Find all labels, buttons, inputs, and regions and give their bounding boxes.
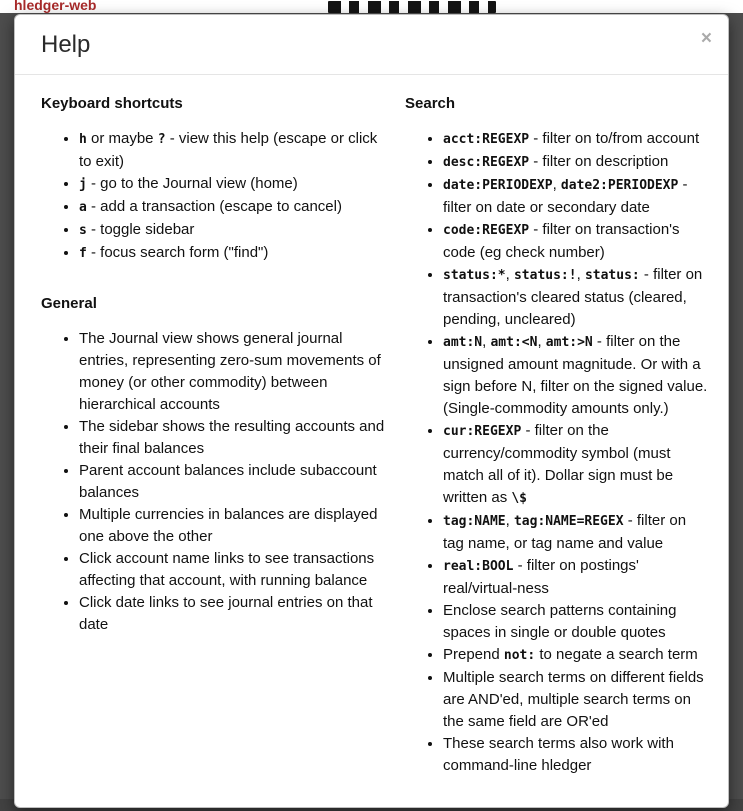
code-term: not: xyxy=(503,647,536,663)
list-item: • tag:NAME, tag:NAME=REGEX - filter on tag name, or tag name and value xyxy=(443,510,708,555)
list-item: • s - toggle sidebar xyxy=(79,219,393,242)
code-term: \$ xyxy=(511,490,528,506)
list-item: • real:BOOL - filter on postings' real/virtual-ness xyxy=(443,555,708,600)
code-term: date:PERIODEXP xyxy=(443,177,553,193)
code-term: f xyxy=(79,245,87,261)
code-term: real:BOOL xyxy=(443,558,514,574)
keyboard-shortcuts-list xyxy=(41,128,393,265)
code-term: amt:<N xyxy=(490,334,538,350)
list-item: • acct:REGEXP - filter on to/from account xyxy=(443,128,708,151)
close-button[interactable] xyxy=(701,29,712,48)
code-term: h xyxy=(79,131,87,147)
code-term: ? xyxy=(157,131,166,147)
close-icon: × xyxy=(700,28,712,49)
list-item: • a - add a transaction (escape to cancel) xyxy=(79,196,393,219)
code-term: status:* xyxy=(443,267,506,283)
code-term: status: xyxy=(584,267,640,283)
left-column xyxy=(41,95,393,789)
brand-link[interactable]: hledger-web xyxy=(14,0,97,13)
code-term: status:! xyxy=(513,267,577,283)
modal-header xyxy=(15,15,728,75)
general-heading: General xyxy=(41,294,97,312)
list-item: • amt:N, amt:<N, amt:>N - filter on the unsigned amount magnitude. Or with a sign before N, filter on the signed value. (Single-commodity amounts only.) xyxy=(443,331,708,420)
list-item: • desc:REGEXP - filter on description xyxy=(443,151,708,174)
code-term: a xyxy=(79,199,87,215)
code-term: date2:PERIODEXP xyxy=(560,177,679,193)
list-item: • Click date links to see journal entries on that date xyxy=(79,592,393,636)
list-item: • Prepend not: to negate a search term xyxy=(443,644,708,667)
list-item: • The Journal view shows general journal entries, representing zero-sum movements of money (or other commodity) between hierarchical accounts xyxy=(79,328,393,416)
code-term: cur:REGEXP xyxy=(443,423,522,439)
help-modal xyxy=(14,14,729,808)
list-item: • Click account name links to see transactions affecting that account, with running balance xyxy=(79,548,393,592)
code-term: amt:N xyxy=(443,334,483,350)
list-item: • The sidebar shows the resulting accounts and their final balances xyxy=(79,416,393,460)
code-term: tag:NAME=REGEX xyxy=(513,513,624,529)
code-term: code:REGEXP xyxy=(443,222,530,238)
search-heading: Search xyxy=(405,94,456,112)
keyboard-shortcuts-heading: Keyboard shortcuts xyxy=(41,94,183,112)
list-item: • cur:REGEXP - filter on the currency/commodity symbol (must match all of it). Dollar sign must be written as \$ xyxy=(443,420,708,510)
list-item: • j - go to the Journal view (home) xyxy=(79,173,393,196)
list-item: • Enclose search patterns containing spaces in single or double quotes xyxy=(443,600,708,644)
page-background-strip xyxy=(0,0,743,14)
list-item: • status:*, status:!, status: - filter on transaction's cleared status (cleared, pending, uncleared) xyxy=(443,264,708,331)
code-term: j xyxy=(79,176,87,192)
code-term: desc:REGEXP xyxy=(443,154,530,170)
modal-title: Help xyxy=(41,31,91,58)
list-item: • f - focus search form ("find") xyxy=(79,242,393,265)
list-item: • code:REGEXP - filter on transaction's code (eg check number) xyxy=(443,219,708,264)
list-item: • Parent account balances include subaccount balances xyxy=(79,460,393,504)
code-term: tag:NAME xyxy=(443,513,506,529)
list-item: • Multiple currencies in balances are displayed one above the other xyxy=(79,504,393,548)
list-item: • date:PERIODEXP, date2:PERIODEXP - filter on date or secondary date xyxy=(443,174,708,219)
general-list xyxy=(41,328,393,636)
page-title-fragment xyxy=(328,1,496,13)
code-term: s xyxy=(79,222,87,238)
list-item: • Multiple search terms on different fields are AND'ed, multiple search terms on the same field are OR'ed xyxy=(443,667,708,733)
code-term: amt:>N xyxy=(545,334,593,350)
list-item: • h or maybe ? - view this help (escape or click to exit) xyxy=(79,128,393,173)
modal-body xyxy=(15,75,728,807)
list-item: • These search terms also work with command-line hledger xyxy=(443,733,708,777)
right-column xyxy=(405,95,708,789)
search-list xyxy=(405,128,708,777)
code-term: acct:REGEXP xyxy=(443,131,530,147)
